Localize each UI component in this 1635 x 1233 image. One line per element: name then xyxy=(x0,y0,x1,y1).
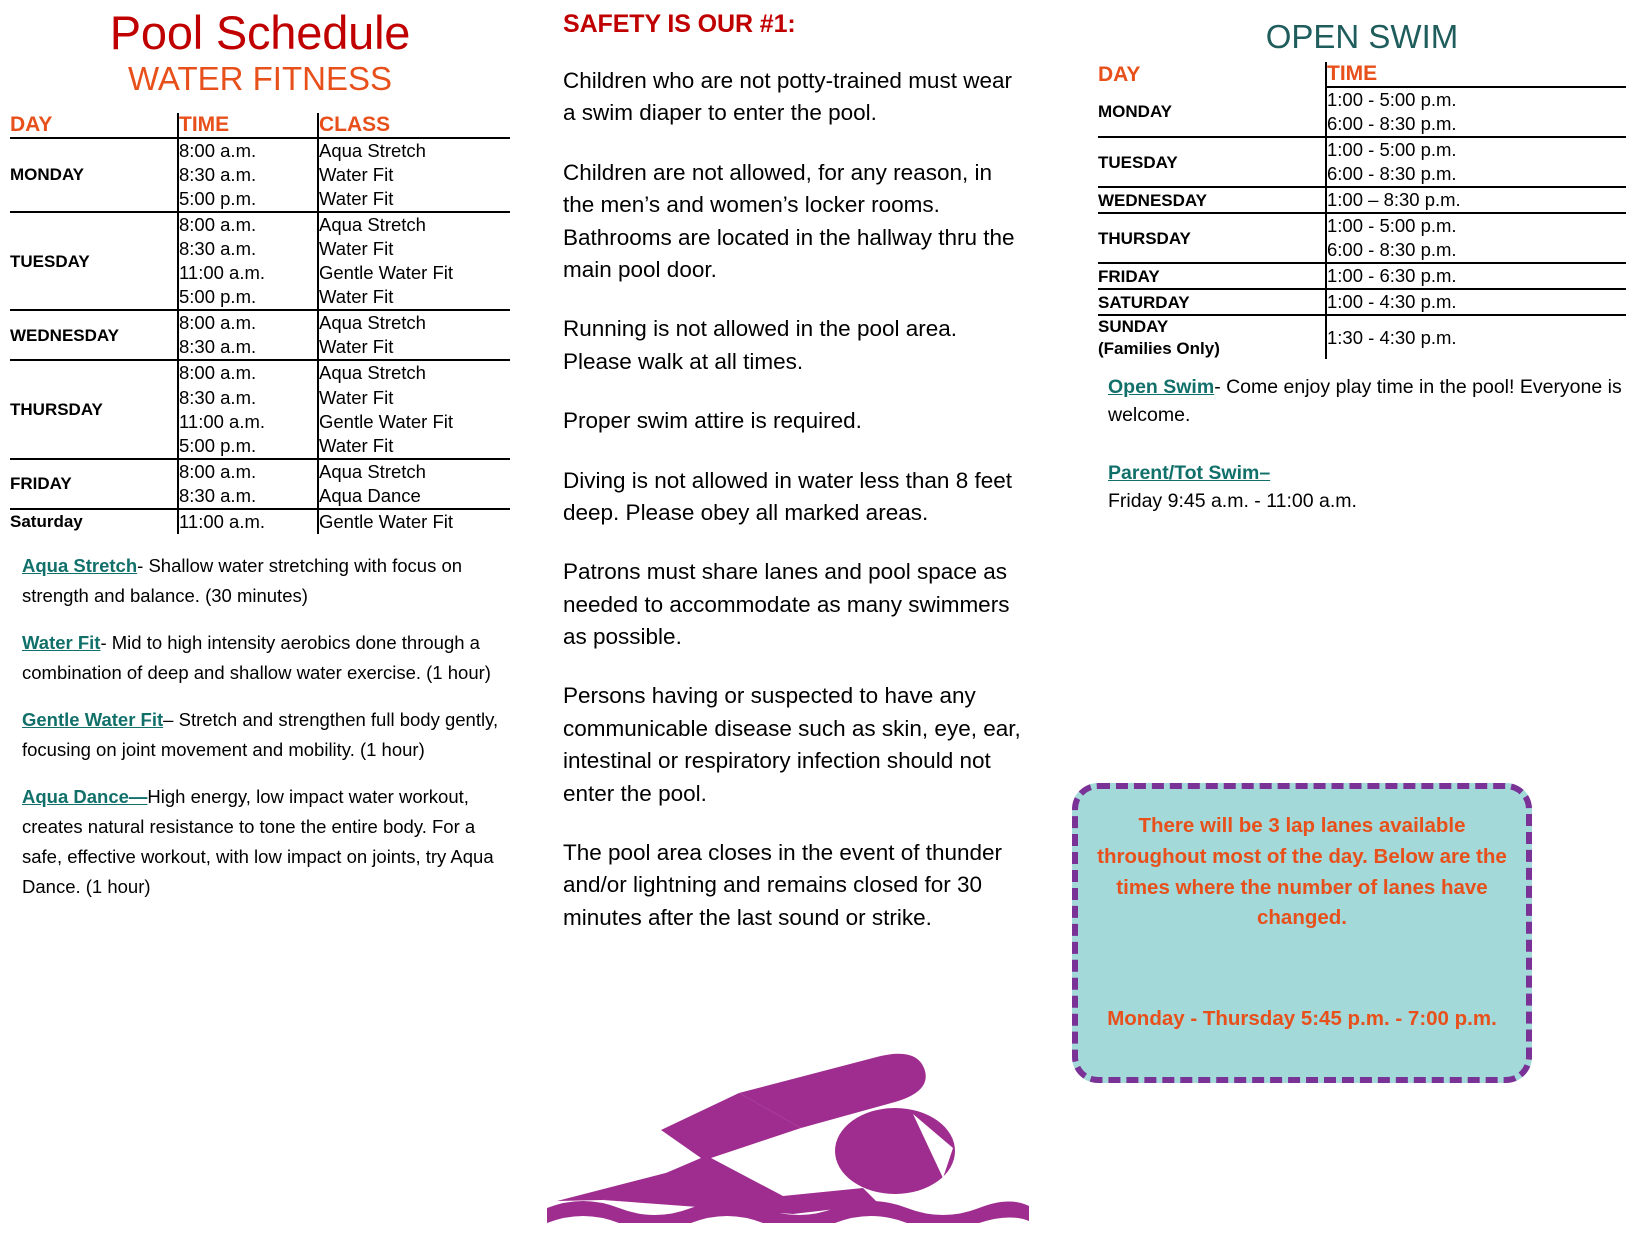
time-line: 6:00 - 8:30 p.m. xyxy=(1327,239,1457,261)
time-line: 8:00 a.m. xyxy=(179,312,257,334)
safety-paragraph: Proper swim attire is required. xyxy=(563,408,862,434)
class-description-term: Aqua Dance— xyxy=(22,785,148,807)
class-description xyxy=(22,551,510,611)
water-fitness-column xyxy=(10,8,510,901)
day-line: SUNDAY xyxy=(1098,317,1169,337)
day-cell xyxy=(1098,315,1326,359)
class-line: Aqua Stretch xyxy=(319,214,426,236)
time-line: 8:30 a.m. xyxy=(179,484,257,506)
open-swim-note-term: Open Swim xyxy=(1108,375,1215,398)
table-row xyxy=(10,509,510,534)
time-cell xyxy=(1326,263,1626,289)
time-line: 8:00 a.m. xyxy=(179,140,257,162)
safety-paragraph: Diving is not allowed in water less than 8 feet deep. Please obey all marked areas. xyxy=(563,467,1012,525)
table-row xyxy=(10,459,510,509)
open-swim-note xyxy=(1108,459,1626,515)
time-cell xyxy=(1326,137,1626,187)
safety-column xyxy=(563,10,1021,961)
table-row xyxy=(1098,137,1626,187)
day-line: WEDNESDAY xyxy=(1098,190,1207,210)
water-fitness-table xyxy=(10,113,510,534)
time-cell xyxy=(178,360,318,458)
class-line: Aqua Stretch xyxy=(319,460,426,482)
time-cell xyxy=(178,459,318,509)
class-line: Water Fit xyxy=(319,286,394,308)
class-line: Aqua Stretch xyxy=(319,362,426,384)
day-line: THURSDAY xyxy=(1098,228,1191,248)
class-description xyxy=(22,705,510,765)
open-swim-column xyxy=(1098,18,1626,515)
column-header-class: CLASS xyxy=(318,113,510,138)
safety-paragraph: Persons having or suspected to have any communicable disease such as skin, eye, ear, intestinal or respiratory infection should not enter the pool. xyxy=(563,683,1021,806)
class-description-term: Aqua Stretch xyxy=(22,554,138,576)
open-swim-note-body: Friday 9:45 a.m. - 11:00 a.m. xyxy=(1108,490,1357,513)
time-line: 5:00 p.m. xyxy=(179,188,257,210)
swimmer-icon xyxy=(543,1018,1033,1223)
day-line: MONDAY xyxy=(1098,101,1172,121)
table-header-row xyxy=(1098,62,1626,87)
time-line: 5:00 p.m. xyxy=(179,286,257,308)
column-header-day: DAY xyxy=(1098,62,1141,86)
table-row xyxy=(10,138,510,212)
water-fitness-subtitle: WATER FITNESS xyxy=(128,59,392,97)
time-line: 11:00 a.m. xyxy=(179,410,266,432)
safety-paragraph: Running is not allowed in the pool area. Please walk at all times. xyxy=(563,316,958,374)
day-line: SATURDAY xyxy=(1098,292,1190,312)
class-description-body: - Mid to high intensity aerobics done through a combination of deep and shallow water exercise. (1 hour) xyxy=(22,631,491,683)
class-line: Water Fit xyxy=(319,238,394,260)
time-cell xyxy=(1326,213,1626,263)
time-line: 11:00 a.m. xyxy=(179,262,266,284)
time-cell xyxy=(1326,87,1626,137)
time-line: 1:00 - 5:00 p.m. xyxy=(1327,89,1457,110)
time-line: 8:00 a.m. xyxy=(179,362,257,384)
water-fitness-table-body xyxy=(10,138,510,534)
day-line: TUESDAY xyxy=(1098,152,1178,172)
class-cell xyxy=(318,310,510,360)
class-line: Water Fit xyxy=(319,164,394,186)
class-line: Aqua Dance xyxy=(319,484,421,506)
time-line: 1:00 – 8:30 p.m. xyxy=(1327,189,1461,211)
table-row xyxy=(1098,289,1626,315)
class-description-term: Water Fit xyxy=(22,631,101,653)
class-line: Water Fit xyxy=(319,434,394,456)
class-cell xyxy=(318,459,510,509)
time-cell xyxy=(1326,289,1626,315)
time-line: 8:30 a.m. xyxy=(179,386,257,408)
day-cell: WEDNESDAY xyxy=(10,310,178,360)
safety-paragraph: The pool area closes in the event of thunder and/or lightning and remains closed for 30 minutes after the last sound or strike. xyxy=(563,840,1003,930)
time-line: 1:00 - 5:00 p.m. xyxy=(1327,215,1457,237)
time-line: 1:00 - 4:30 p.m. xyxy=(1327,291,1457,313)
open-swim-heading: OPEN SWIM xyxy=(1265,18,1459,55)
lap-lane-callout-box xyxy=(1072,783,1532,1083)
day-cell: Saturday xyxy=(10,512,83,532)
time-line: 11:00 a.m. xyxy=(179,510,266,532)
class-description-body: - Shallow water stretching with focus on strength and balance. (30 minutes) xyxy=(22,554,463,606)
class-line: Aqua Stretch xyxy=(319,312,426,334)
class-cell xyxy=(318,138,510,212)
safety-paragraph: Patrons must share lanes and pool space as needed to accommodate as many swimmers as possible. xyxy=(563,559,1010,650)
callout-main-text: There will be 3 lap lanes available throughout most of the day. Below are the times where the number of lanes have changed. xyxy=(1097,814,1507,930)
day-line: (Families Only) xyxy=(1098,338,1220,358)
day-line: FRIDAY xyxy=(1098,266,1160,286)
class-description-body: – Stretch and strengthen full body gently, focusing on joint movement and mobility. (1 hour) xyxy=(22,708,499,760)
time-line: 1:30 - 4:30 p.m. xyxy=(1327,326,1457,348)
column-header-time: TIME xyxy=(178,113,318,138)
class-description-term: Gentle Water Fit xyxy=(22,708,164,730)
table-row xyxy=(1098,187,1626,213)
class-description xyxy=(22,628,510,688)
time-line: 8:00 a.m. xyxy=(179,460,257,482)
time-cell xyxy=(178,509,318,534)
time-cell xyxy=(178,212,318,310)
time-cell xyxy=(178,310,318,360)
day-cell xyxy=(1098,213,1326,263)
class-line: Gentle Water Fit xyxy=(319,262,453,284)
table-header-row xyxy=(10,113,510,138)
time-line: 1:00 - 6:30 p.m. xyxy=(1327,265,1457,287)
class-description-body: High energy, low impact water workout, creates natural resistance to tone the entire body. For a safe, effective workout, with low impact on joints, try Aqua Dance. (1 hour) xyxy=(22,785,494,897)
time-line: 6:00 - 8:30 p.m. xyxy=(1327,163,1457,185)
class-description xyxy=(22,782,510,902)
table-row xyxy=(1098,213,1626,263)
class-line: Water Fit xyxy=(319,188,394,210)
time-line: 6:00 - 8:30 p.m. xyxy=(1327,113,1457,135)
open-swim-table xyxy=(1098,62,1626,359)
time-line: 8:30 a.m. xyxy=(179,238,257,260)
time-cell xyxy=(178,138,318,212)
column-header-day: DAY xyxy=(10,113,178,138)
class-line: Gentle Water Fit xyxy=(319,510,453,532)
table-row xyxy=(10,360,510,458)
class-line: Water Fit xyxy=(319,336,394,358)
safety-paragraph: Children who are not potty-trained must wear a swim diaper to enter the pool. xyxy=(563,68,1012,126)
column-header-time: TIME xyxy=(1326,62,1626,87)
day-cell xyxy=(1098,263,1326,289)
time-line: 8:30 a.m. xyxy=(179,336,257,358)
open-swim-note-term: Parent/Tot Swim– xyxy=(1108,462,1271,485)
time-line: 8:00 a.m. xyxy=(179,214,257,236)
class-cell xyxy=(318,360,510,458)
class-descriptions xyxy=(10,551,510,902)
class-cell xyxy=(318,509,510,534)
class-line: Water Fit xyxy=(319,386,394,408)
class-line: Gentle Water Fit xyxy=(319,410,453,432)
table-row xyxy=(1098,263,1626,289)
time-cell xyxy=(1326,187,1626,213)
time-cell xyxy=(1326,315,1626,359)
open-swim-note xyxy=(1108,373,1626,429)
safety-heading: SAFETY IS OUR #1: xyxy=(563,10,796,38)
time-line: 8:30 a.m. xyxy=(179,164,257,186)
day-cell xyxy=(1098,289,1326,315)
time-line: 5:00 p.m. xyxy=(179,434,257,456)
class-line: Aqua Stretch xyxy=(319,140,426,162)
table-row xyxy=(1098,315,1626,359)
day-cell xyxy=(1098,87,1326,137)
page-title: Pool Schedule xyxy=(109,6,411,59)
day-cell: MONDAY xyxy=(10,138,178,212)
table-row xyxy=(10,212,510,310)
day-cell xyxy=(1098,137,1326,187)
safety-paragraph-list xyxy=(563,65,1021,934)
table-row xyxy=(1098,87,1626,137)
class-cell xyxy=(318,212,510,310)
day-cell: FRIDAY xyxy=(10,459,178,509)
open-swim-notes xyxy=(1098,373,1626,515)
open-swim-table-body xyxy=(1098,87,1626,359)
day-cell: THURSDAY xyxy=(10,360,178,458)
time-line: 1:00 - 5:00 p.m. xyxy=(1327,139,1457,161)
day-cell xyxy=(1098,187,1326,213)
table-row xyxy=(10,310,510,360)
open-swim-note-body: - Come enjoy play time in the pool! Everyone is welcome. xyxy=(1108,375,1622,426)
callout-footer-text: Monday - Thursday 5:45 p.m. - 7:00 p.m. xyxy=(1107,1007,1497,1030)
safety-paragraph: Children are not allowed, for any reason, in the men’s and women’s locker rooms. Bathrooms are located in the hallway thru the main pool door. xyxy=(563,159,1015,282)
day-cell: TUESDAY xyxy=(10,212,178,310)
